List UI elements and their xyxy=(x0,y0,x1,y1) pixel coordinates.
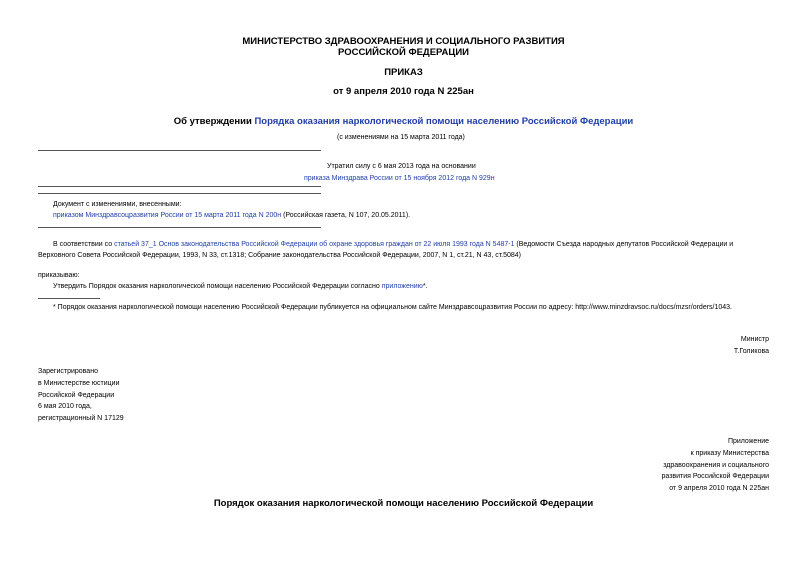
document-title xyxy=(0,116,807,127)
registration-line: регистрационный N 17129 xyxy=(38,415,124,423)
appendix-link[interactable]: приложению xyxy=(381,283,423,290)
amendment-note: (с изменениями на 15 марта 2011 года) xyxy=(337,134,465,141)
document-type: ПРИКАЗ xyxy=(384,67,423,78)
order-label: приказываю: xyxy=(38,272,80,279)
preamble-line2: Верховного Совета Российской Федерации, 1993, N 33, ст.1318; Собрание законодательства Российской Федерации, 2007, N 1, ст.21, N 43, ст.5084) xyxy=(38,252,521,259)
registration-line: в Министерстве юстиции xyxy=(38,379,120,387)
title-link[interactable]: Порядка оказания наркологической помощи населению Российской Федерации xyxy=(254,116,634,127)
registration-line: Зарегистрировано xyxy=(38,368,98,375)
changes-link[interactable]: приказом Минздравсоцразвития России от 15 марта 2011 года N 200н xyxy=(53,212,282,219)
registration-line: Российской Федерации xyxy=(38,391,115,399)
document-date: от 9 апреля 2010 года N 225ан xyxy=(333,86,474,97)
order-text-suffix: *. xyxy=(422,283,428,290)
preamble-suffix: (Ведомости Съезда народных депутатов Российской Федерации и xyxy=(514,241,734,248)
invalidation-link[interactable]: приказа Минздрава России от 15 ноября 2012 года N 929н xyxy=(304,175,495,182)
appendix-line: к приказу Министерства xyxy=(690,449,769,457)
changes-label: Документ с изменениями, внесенными: xyxy=(53,201,182,208)
appendix-line: здравоохранения и социального xyxy=(663,461,769,469)
divider xyxy=(38,193,321,194)
order-text-prefix: Утвердить Порядок оказания наркологической помощи населению Российской Федерации согласно xyxy=(53,283,382,290)
appendix-title: Порядок оказания наркологической помощи населению Российской Федерации xyxy=(213,498,594,509)
preamble-law-link[interactable]: статьей 37_1 Основ законодательства Российской Федерации об охране здоровья граждан от 22 июля 1993 года N 5487-1 xyxy=(114,241,515,248)
order-text xyxy=(53,281,428,293)
footnote-divider xyxy=(38,298,100,299)
signature-name: Т.Голикова xyxy=(733,348,769,355)
registration-line: 6 мая 2010 года, xyxy=(38,403,92,411)
appendix-header xyxy=(661,436,769,495)
changes-reference xyxy=(53,210,410,222)
divider xyxy=(38,227,321,228)
ministry-name-line2: РОССИЙСКОЙ ФЕДЕРАЦИИ xyxy=(337,47,469,58)
changes-suffix: (Российская газета, N 107, 20.05.2011). xyxy=(281,212,411,219)
divider xyxy=(38,186,321,187)
invalidation-note: Утратил силу с 6 мая 2013 года на основании xyxy=(327,163,476,170)
signature-role: Министр xyxy=(740,336,769,343)
ministry-name-line1: МИНИСТЕРСТВО ЗДРАВООХРАНЕНИЯ И СОЦИАЛЬНОГО РАЗВИТИЯ xyxy=(242,36,565,47)
divider xyxy=(38,150,321,151)
footnote: * Порядок оказания наркологической помощи населению Российской Федерации публикуется на официальном сайте Минздравсоцразвития России по адресу: http://www.minzdravsoc.ru/docs/mzsr/orders/1043. xyxy=(53,304,733,311)
title-prefix: Об утверждении xyxy=(173,116,255,127)
appendix-line: развития Российской Федерации xyxy=(661,473,769,481)
appendix-line: Приложение xyxy=(727,438,769,445)
preamble-prefix: В соответствии со xyxy=(53,241,115,248)
appendix-line: от 9 апреля 2010 года N 225ан xyxy=(669,485,769,493)
registration-block xyxy=(38,366,124,425)
